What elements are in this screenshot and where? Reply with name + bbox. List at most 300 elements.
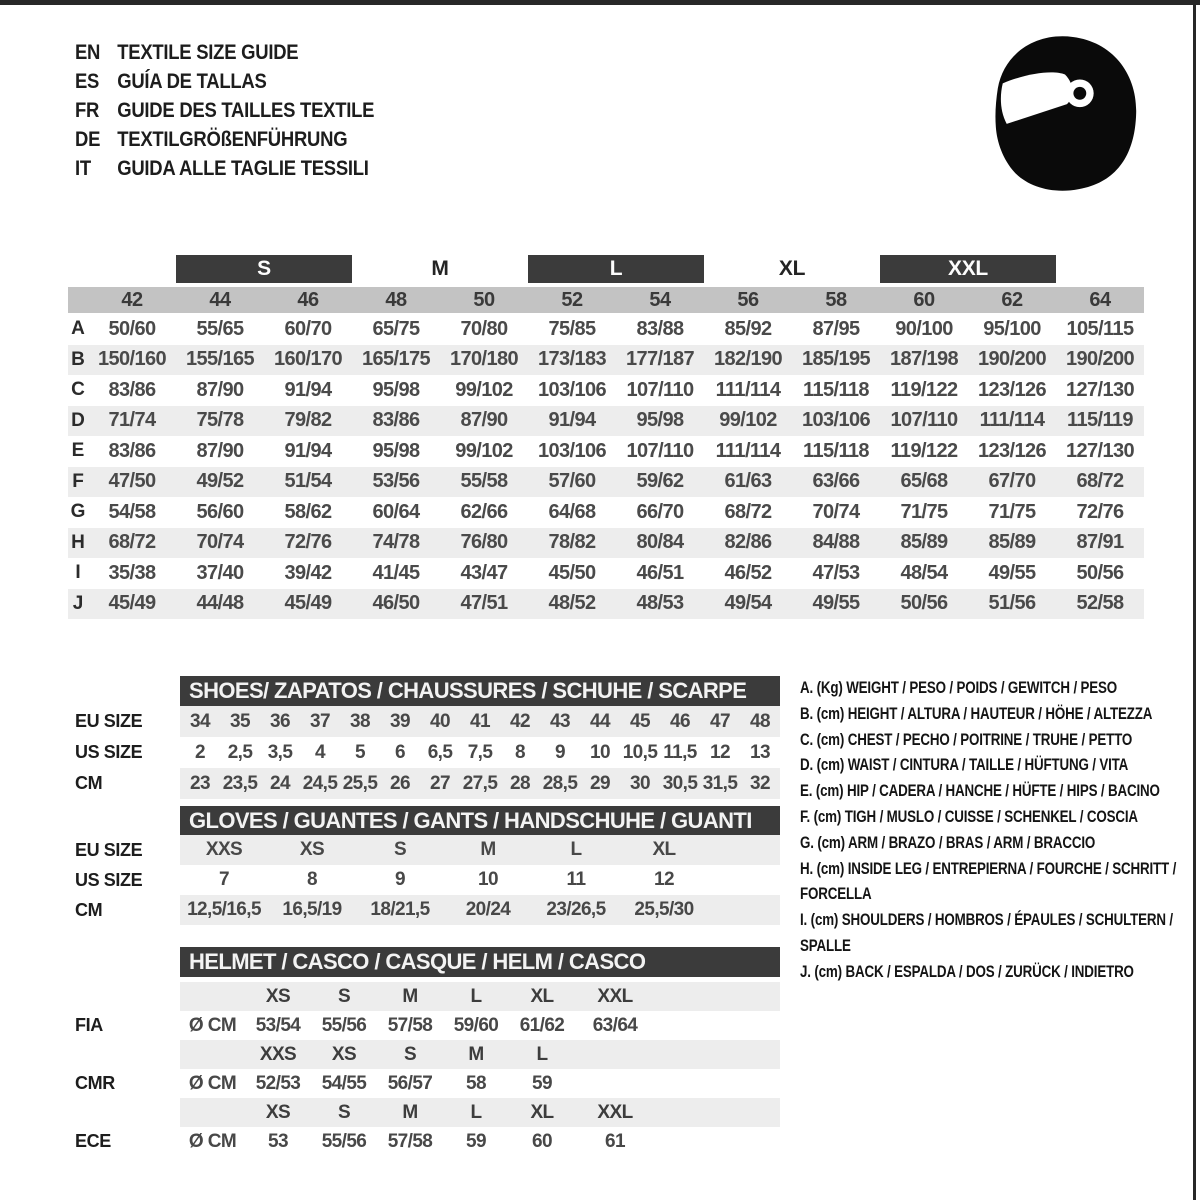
measurement-value: 72/76 (284, 531, 332, 554)
shoe-size-value: 28 (510, 772, 530, 794)
measurement-value: 119/122 (890, 378, 958, 401)
size-column-header: 54 (649, 288, 671, 311)
measurement-value: 60/64 (372, 500, 420, 523)
measurement-value: 47/53 (812, 561, 860, 584)
size-column-header: 56 (737, 288, 759, 311)
shoe-size-value: 4 (315, 741, 325, 763)
measurement-value: 45/49 (284, 592, 332, 615)
measurement-value: 103/106 (537, 439, 607, 462)
glove-size-value: 8 (307, 869, 317, 890)
helmet-sizes-row (180, 982, 780, 1011)
measurement-value: 45/50 (548, 561, 596, 584)
legend-item: B. (cm) HEIGHT / ALTURA / HAUTEUR / HÖHE / ALTEZZA (800, 704, 1153, 723)
language-row (75, 96, 497, 125)
shoe-size-value: 36 (270, 710, 290, 732)
measurement-value: 48/53 (636, 592, 684, 615)
size-band-l: L (528, 255, 704, 283)
measurement-value: 64/68 (548, 500, 596, 523)
helmet-diameter-value: 57/58 (387, 1014, 433, 1036)
diameter-unit-label: Ø CM (188, 1130, 237, 1152)
measurement-value: 85/89 (900, 531, 948, 554)
language-title-list (75, 38, 497, 183)
measurement-value: 46/52 (724, 561, 772, 584)
measurement-value: 107/110 (626, 439, 694, 462)
measurement-value: 47/51 (460, 592, 508, 615)
shoe-size-value: 11,5 (663, 741, 697, 763)
measurement-value: 54/58 (108, 500, 156, 523)
legend-item: F. (cm) TIGH / MUSLO / CUISSE / SCHENKEL / COSCIA (800, 807, 1138, 826)
helmet-values-row (180, 1127, 780, 1156)
helmet-size-label: S (403, 1043, 417, 1065)
helmet-diameter-value: 59 (532, 1072, 552, 1094)
helmet-size-label: XL (530, 1101, 554, 1123)
language-code: ES (75, 69, 100, 93)
language-row (75, 67, 497, 96)
shoe-size-value: 31,5 (702, 772, 738, 794)
measurement-value: 115/118 (803, 439, 869, 462)
row-letter: J (72, 592, 84, 614)
row-letter: F (72, 470, 84, 492)
measurement-value: 85/92 (724, 317, 772, 340)
measurement-value: 127/130 (1065, 378, 1135, 401)
shoe-size-value: 6 (395, 741, 405, 763)
language-row (75, 38, 497, 67)
measurement-value: 91/94 (548, 409, 596, 432)
glove-size-value: XL (652, 839, 676, 860)
size-column-header: 62 (1001, 288, 1023, 311)
measurement-value: 95/98 (636, 409, 684, 432)
measurement-value: 51/54 (284, 470, 332, 493)
glove-size-value: XS (299, 839, 325, 860)
gloves-cm-label: CM (75, 899, 103, 920)
helmet-diameter-value: 61/62 (519, 1014, 565, 1036)
measurement-value: 63/66 (812, 470, 860, 493)
measurement-legend (800, 676, 1193, 986)
gloves-row (180, 835, 780, 865)
measurement-value: 155/165 (185, 348, 255, 371)
shoe-size-value: 13 (750, 741, 770, 763)
measurement-value: 61/63 (724, 470, 772, 493)
size-column-header: 64 (1089, 288, 1111, 311)
measurement-value: 68/72 (1076, 470, 1124, 493)
measurement-value: 35/38 (108, 561, 156, 584)
measurement-value: 107/110 (626, 378, 694, 401)
measurement-value: 72/76 (1076, 500, 1124, 523)
measurement-value: 50/56 (1076, 561, 1124, 584)
measurement-value: 170/180 (449, 348, 519, 371)
measurement-value: 49/52 (196, 470, 244, 493)
measurement-value: 99/102 (455, 439, 513, 462)
measurement-value: 99/102 (719, 409, 777, 432)
measurement-value: 52/58 (1076, 592, 1124, 615)
helmet-diameter-value: 61 (605, 1130, 625, 1152)
shoe-size-value: 34 (190, 710, 210, 732)
measurement-value: 71/75 (988, 500, 1036, 523)
measurement-row (68, 467, 1144, 498)
numeric-size-header-row (68, 287, 1144, 313)
language-row (75, 154, 497, 183)
helmet-diameter-value: 53/54 (255, 1014, 301, 1036)
shoe-size-value: 25,5 (342, 772, 378, 794)
gloves-row (180, 865, 780, 895)
measurement-value: 87/95 (812, 317, 860, 340)
ece-standard-label: ECE (75, 1131, 111, 1151)
gloves-us-size-label: US SIZE (75, 869, 143, 890)
size-band-row (68, 255, 1144, 283)
measurement-value: 95/100 (983, 317, 1041, 340)
measurement-value: 76/80 (460, 531, 508, 554)
helmet-diameter-value: 52/53 (255, 1072, 301, 1094)
size-column-header: 44 (209, 288, 231, 311)
measurement-value: 47/50 (108, 470, 156, 493)
measurement-value: 190/200 (1065, 348, 1135, 371)
cmr-standard-label: CMR (75, 1073, 115, 1093)
helmet-diameter-value: 56/57 (387, 1072, 433, 1094)
gloves-section-title: GLOVES / GUANTES / GANTS / HANDSCHUHE / GUANTI (180, 806, 780, 836)
shoe-size-value: 9 (555, 741, 565, 763)
glove-size-value: 25,5/30 (634, 899, 694, 920)
language-title: TEXTILGRÖßENFÜHRUNG (117, 127, 348, 151)
glove-size-value: XXS (205, 839, 243, 860)
shoe-size-value: 2 (195, 741, 205, 763)
row-letter: D (71, 409, 85, 431)
measurement-value: 119/122 (890, 439, 958, 462)
language-title: GUÍA DE TALLAS (117, 69, 267, 93)
measurement-value: 70/74 (196, 531, 244, 554)
helmet-size-label: XS (265, 1101, 291, 1123)
measurement-value: 46/51 (636, 561, 684, 584)
measurement-value: 66/70 (636, 500, 684, 523)
size-band-xxl: XXL (880, 255, 1056, 283)
glove-size-value: 12,5/16,5 (187, 899, 261, 920)
glove-size-value: 10 (478, 869, 498, 890)
measurement-value: 48/52 (548, 592, 596, 615)
helmet-diameter-value: 59/60 (453, 1014, 499, 1036)
shoe-size-value: 45 (630, 710, 650, 732)
measurement-value: 37/40 (196, 561, 244, 584)
size-band-xl: XL (778, 257, 806, 280)
shoe-size-value: 37 (310, 710, 330, 732)
gloves-row (180, 895, 780, 925)
measurement-value: 56/60 (196, 500, 244, 523)
shoe-size-value: 38 (350, 710, 370, 732)
measurement-value: 107/110 (890, 409, 958, 432)
helmet-diameter-value: 54/55 (321, 1072, 367, 1094)
shoe-size-value: 24,5 (302, 772, 338, 794)
shoe-size-value: 28,5 (542, 772, 578, 794)
helmet-size-label: L (536, 1043, 548, 1065)
size-band-m: M (431, 257, 449, 280)
measurement-value: 46/50 (372, 592, 420, 615)
helmet-size-label: M (402, 985, 418, 1007)
shoe-size-value: 23,5 (222, 772, 258, 794)
row-letter: A (71, 318, 85, 340)
measurement-value: 91/94 (284, 439, 332, 462)
size-column-header: 52 (561, 288, 583, 311)
measurement-row (68, 314, 1144, 345)
measurement-value: 91/94 (284, 378, 332, 401)
row-letter: C (71, 379, 85, 401)
fia-standard-label: FIA (75, 1015, 103, 1035)
measurement-value: 39/42 (284, 561, 332, 584)
legend-item: C. (cm) CHEST / PECHO / POITRINE / TRUHE / PETTO (800, 730, 1133, 749)
diameter-unit-label: Ø CM (188, 1014, 237, 1036)
shoe-size-value: 29 (590, 772, 610, 794)
shoe-size-value: 42 (510, 710, 530, 732)
racing-helmet-icon (982, 30, 1150, 204)
shoes-eu-size-label: EU SIZE (75, 711, 143, 731)
measurement-value: 185/195 (801, 348, 871, 371)
measurement-value: 103/106 (801, 409, 871, 432)
shoe-size-value: 30,5 (662, 772, 698, 794)
language-title: GUIDA ALLE TAGLIE TESSILI (117, 156, 369, 180)
legend-item: G. (cm) ARM / BRAZO / BRAS / ARM / BRACCIO (800, 833, 1096, 852)
language-code: DE (75, 127, 101, 151)
measurement-value: 95/98 (372, 439, 420, 462)
shoes-us-size-label: US SIZE (75, 742, 143, 762)
measurement-value: 115/118 (803, 378, 869, 401)
size-column-header: 50 (473, 288, 495, 311)
shoe-size-value: 3,5 (267, 741, 293, 763)
measurement-value: 71/75 (900, 500, 948, 523)
measurement-value: 67/70 (988, 470, 1036, 493)
language-title: TEXTILE SIZE GUIDE (117, 40, 299, 64)
shoe-size-value: 12 (710, 741, 730, 763)
measurement-row (68, 345, 1144, 376)
legend-item: I. (cm) SHOULDERS / HOMBROS / ÉPAULES / SCHULTERN / SPALLE (800, 911, 1173, 955)
top-border-line (0, 0, 1200, 5)
measurement-row (68, 375, 1144, 406)
helmet-size-label: M (468, 1043, 484, 1065)
shoe-size-value: 43 (550, 710, 570, 732)
measurement-value: 150/160 (97, 348, 167, 371)
measurement-value: 58/62 (284, 500, 332, 523)
shoe-size-value: 35 (230, 710, 250, 732)
row-letter: E (71, 440, 85, 462)
measurement-value: 83/86 (372, 409, 420, 432)
shoe-size-value: 48 (750, 710, 770, 732)
shoe-size-value: 46 (670, 710, 690, 732)
measurement-value: 80/84 (636, 531, 684, 554)
measurement-value: 123/126 (977, 439, 1047, 462)
measurement-value: 90/100 (895, 317, 953, 340)
measurement-value: 165/175 (361, 348, 431, 371)
helmet-size-label: M (402, 1101, 418, 1123)
shoe-size-value: 47 (710, 710, 730, 732)
measurement-value: 123/126 (977, 378, 1047, 401)
measurement-value: 62/66 (460, 500, 508, 523)
shoe-size-value: 7,5 (467, 741, 493, 763)
glove-size-value: 20/24 (465, 899, 511, 920)
helmet-diameter-value: 59 (466, 1130, 486, 1152)
glove-size-value: 11 (566, 869, 586, 890)
measurement-value: 57/60 (548, 470, 596, 493)
measurement-value: 45/49 (108, 592, 156, 615)
measurement-value: 79/82 (284, 409, 332, 432)
shoe-size-value: 2,5 (227, 741, 253, 763)
glove-size-value: 7 (219, 869, 229, 890)
measurement-value: 49/55 (988, 561, 1036, 584)
measurement-value: 78/82 (548, 531, 596, 554)
language-code: EN (75, 40, 101, 64)
helmet-section-title: HELMET / CASCO / CASQUE / HELM / CASCO (180, 947, 780, 977)
shoe-size-value: 32 (750, 772, 770, 794)
language-code: FR (75, 98, 100, 122)
language-row (75, 125, 497, 154)
legend-item: A. (Kg) WEIGHT / PESO / POIDS / GEWITCH / PESO (800, 679, 1118, 697)
measurement-value: 48/54 (900, 561, 948, 584)
measurement-value: 190/200 (977, 348, 1047, 371)
shoes-cm-label: CM (75, 773, 103, 793)
measurement-value: 187/198 (889, 348, 959, 371)
helmet-size-label: L (470, 1101, 482, 1123)
helmet-sizes-row (180, 1098, 780, 1127)
measurement-row (68, 497, 1144, 528)
helmet-values-row (180, 1069, 780, 1098)
size-band-s: S (176, 255, 352, 283)
glove-size-value: 12 (654, 869, 674, 890)
measurement-value: 173/183 (537, 348, 607, 371)
shoes-row (180, 768, 780, 799)
row-letter: G (70, 501, 86, 523)
measurement-value: 75/78 (196, 409, 244, 432)
helmet-diameter-value: 55/56 (321, 1014, 367, 1036)
shoe-size-value: 27,5 (462, 772, 498, 794)
helmet-size-label: XXL (597, 985, 633, 1007)
measurement-value: 50/56 (900, 592, 948, 615)
measurement-value: 99/102 (455, 378, 513, 401)
language-title: GUIDE DES TAILLES TEXTILE (117, 98, 375, 122)
measurement-value: 49/54 (724, 592, 772, 615)
helmet-size-label: XL (530, 985, 554, 1007)
size-column-header: 60 (913, 288, 935, 311)
measurement-value: 75/85 (548, 317, 596, 340)
measurement-value: 111/114 (715, 378, 781, 401)
measurement-value: 51/56 (988, 592, 1036, 615)
measurement-row (68, 558, 1144, 589)
measurement-value: 95/98 (372, 378, 420, 401)
shoe-size-value: 26 (390, 772, 410, 794)
glove-size-value: L (570, 839, 582, 860)
measurement-value: 87/91 (1076, 531, 1124, 554)
shoe-size-value: 44 (590, 710, 610, 732)
measurement-value: 83/86 (108, 378, 156, 401)
measurement-value: 87/90 (196, 439, 244, 462)
measurement-value: 70/74 (812, 500, 860, 523)
glove-size-value: M (480, 839, 496, 860)
helmet-diameter-value: 53 (268, 1130, 288, 1152)
diameter-unit-label: Ø CM (188, 1072, 237, 1094)
measurement-value: 59/62 (636, 470, 684, 493)
measurement-value: 50/60 (108, 317, 156, 340)
measurement-value: 83/86 (108, 439, 156, 462)
measurement-value: 111/114 (979, 409, 1045, 432)
shoe-size-value: 8 (515, 741, 525, 763)
shoe-size-value: 10,5 (622, 741, 658, 763)
measurement-value: 41/45 (372, 561, 420, 584)
helmet-size-label: L (470, 985, 482, 1007)
measurement-value: 70/80 (460, 317, 508, 340)
shoe-size-value: 10 (590, 741, 610, 763)
measurement-value: 182/190 (713, 348, 783, 371)
legend-item: J. (cm) BACK / ESPALDA / DOS / ZURÜCK / INDIETRO (800, 962, 1134, 981)
legend-item: D. (cm) WAIST / CINTURA / TAILLE / HÜFTUNG / VITA (800, 756, 1129, 775)
helmet-size-label: S (337, 985, 351, 1007)
glove-size-value: 16,5/19 (282, 899, 342, 920)
size-column-header: 48 (385, 288, 407, 311)
row-letter: I (75, 562, 81, 584)
measurement-value: 74/78 (372, 531, 420, 554)
measurement-value: 43/47 (460, 561, 508, 584)
measurement-row (68, 436, 1144, 467)
shoe-size-value: 6,5 (427, 741, 453, 763)
shoe-size-value: 41 (470, 710, 490, 732)
helmet-size-label: XS (331, 1043, 357, 1065)
measurement-value: 53/56 (372, 470, 420, 493)
helmet-size-label: XXS (259, 1043, 297, 1065)
measurement-value: 84/88 (812, 531, 860, 554)
glove-size-value: 9 (395, 869, 405, 890)
measurement-value: 177/187 (625, 348, 695, 371)
measurement-value: 103/106 (537, 378, 607, 401)
helmet-diameter-value: 57/58 (387, 1130, 433, 1152)
helmet-values-row (180, 1011, 780, 1040)
measurement-value: 44/48 (196, 592, 244, 615)
shoe-size-value: 40 (430, 710, 450, 732)
shoe-size-value: 39 (390, 710, 410, 732)
size-column-header: 42 (121, 288, 143, 311)
gloves-eu-size-label: EU SIZE (75, 839, 143, 860)
helmet-diameter-value: 63/64 (592, 1014, 638, 1036)
measurement-value: 83/88 (636, 317, 684, 340)
spacer (68, 255, 88, 283)
measurement-row (68, 528, 1144, 559)
shoe-size-value: 30 (630, 772, 650, 794)
shoe-size-value: 24 (270, 772, 290, 794)
measurement-value: 68/72 (108, 531, 156, 554)
helmet-diameter-value: 60 (532, 1130, 552, 1152)
glove-size-value: 23/26,5 (546, 899, 606, 920)
glove-size-value: 18/21,5 (370, 899, 430, 920)
measurement-value: 87/90 (196, 378, 244, 401)
size-column-header: 58 (825, 288, 847, 311)
measurement-value: 68/72 (724, 500, 772, 523)
textile-size-table (68, 255, 1144, 619)
measurement-row (68, 406, 1144, 437)
measurement-value: 115/119 (1067, 409, 1133, 432)
shoes-section-title: SHOES/ ZAPATOS / CHAUSSURES / SCHUHE / SCARPE (180, 676, 780, 706)
measurement-value: 71/74 (108, 409, 156, 432)
measurement-value: 105/115 (1066, 317, 1134, 340)
row-letter: H (71, 531, 85, 553)
shoe-size-value: 5 (355, 741, 365, 763)
shoes-row (180, 706, 780, 737)
measurement-value: 127/130 (1065, 439, 1135, 462)
measurement-value: 160/170 (273, 348, 343, 371)
measurement-value: 49/55 (812, 592, 860, 615)
legend-item: H. (cm) INSIDE LEG / ENTREPIERNA / FOURCHE / SCHRITT / FORCELLA (800, 859, 1177, 904)
shoes-row (180, 737, 780, 768)
helmet-diameter-value: 58 (466, 1072, 486, 1094)
helmet-size-label: XS (265, 985, 291, 1007)
helmet-diameter-value: 55/56 (321, 1130, 367, 1152)
shoe-size-value: 27 (430, 772, 450, 794)
measurement-value: 55/65 (196, 317, 244, 340)
row-letter: B (71, 348, 85, 370)
helmet-sizes-row (180, 1040, 780, 1069)
helmet-size-label: S (337, 1101, 351, 1123)
shoe-size-value: 23 (190, 772, 210, 794)
